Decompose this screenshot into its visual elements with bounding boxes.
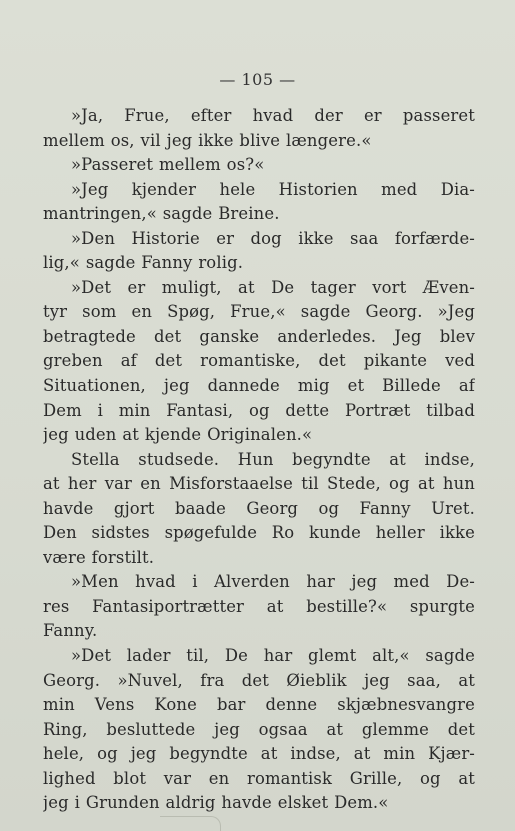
text-line: havde gjort baade Georg og Fanny Uret. (43, 498, 475, 518)
text-line: »Det lader til, De har glemt alt,« sagde (71, 646, 475, 666)
text-line: Georg. »Nuvel, fra det Øieblik jeg saa, at (43, 670, 475, 690)
text-line: »Passeret mellem os?« (71, 155, 265, 175)
text-line: »Jeg kjender hele Historien med Dia- (71, 179, 475, 199)
text-line: lighed blot var en romantisk Grille, og at (43, 768, 475, 788)
text-line: Den sidstes spøgefulde Ro kunde heller ikke (43, 523, 475, 543)
page-number: — 105 — (219, 70, 296, 89)
text-line: »Den Historie er dog ikke saa forfærde- (71, 228, 475, 248)
text-line: Stella studsede. Hun begyndte at indse, (71, 449, 475, 469)
text-line: Ring, besluttede jeg ogsaa at glemme det (43, 719, 475, 739)
text-line: lig,« sagde Fanny rolig. (43, 253, 244, 273)
text-line: jeg i Grunden aldrig havde elsket Dem.« (43, 793, 389, 813)
text-line: at her var en Misforstaaelse til Stede, og at hun (43, 474, 475, 494)
text-line: Situationen, jeg dannede mig et Billede af (43, 376, 475, 396)
text-line: jeg uden at kjende Originalen.« (43, 425, 313, 445)
text-line: »Det er muligt, at De tager vort Æven- (71, 277, 475, 297)
page-edge-mark (160, 816, 221, 831)
text-line: Fanny. (43, 621, 98, 641)
text-line: »Men hvad i Alverden har jeg med De- (71, 572, 475, 592)
text-line: mellem os, vil jeg ikke blive længere.« (43, 130, 372, 150)
text-line: mantringen,« sagde Breine. (43, 204, 280, 224)
text-line: tyr som en Spøg, Frue,« sagde Georg. »Jeg (43, 302, 475, 322)
text-line: min Vens Kone bar denne skjæbnesvangre (43, 695, 475, 715)
text-line: betragtede det ganske anderledes. Jeg blev (43, 326, 475, 346)
text-line: Dem i min Fantasi, og dette Portræt tilbad (43, 400, 475, 420)
text-line: greben af det romantiske, det pikante ved (43, 351, 475, 371)
text-line: være forstilt. (43, 547, 155, 567)
text-line: res Fantasiportrætter at bestille?« spurgte (43, 596, 475, 616)
body-text (43, 104, 475, 816)
text-line: »Ja, Frue, efter hvad der er passeret (71, 106, 475, 125)
text-line: hele, og jeg begyndte at indse, at min Kjær- (43, 744, 475, 764)
